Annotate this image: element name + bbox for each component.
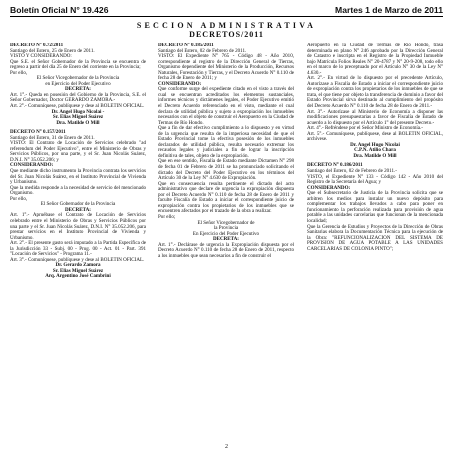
text-paragraph: VISTO Y CONSIDERANDO: [10, 53, 72, 60]
text-paragraph: Que S.E. el Señor Gobernador de la Provincia se encuentra de regreso a partir del día 25 de Enero del corriente en la Provincia; [10, 58, 146, 71]
text-paragraph: Art. 4°.- Refréndese por el Señor Ministro de Economía.- [307, 125, 423, 132]
text-paragraph: Que a fin de dar efectivo cumplimiento a lo dispuesto y en virtud de la urgencia que resulta de la imperiosa necesidad de que el Estado Provincial tome la efectiva posesión de los inmuebles declarados de utilidad pública, resulta necesario extremar los recaudos legales y judiciales a fin de lograr la inscripción definitiva de tales, objeto de la expropiación. [158, 125, 294, 159]
text-paragraph: Art. 2°.- El presente gasto será imputado a la Partida Específica de la Jurisdicción 33 - Subj. 00 - Prog. 00 - Act. 01 - Part. 391 "Locación de Servicios" - Programa 11.- [10, 240, 146, 258]
text-paragraph: Dr. Angel Hugo Nicolai [350, 141, 400, 148]
text-paragraph: CONSIDERANDO: [10, 162, 54, 169]
text-paragraph: Que mediante dicho instrumento la Provincia contrata los servicios del Sr. Juan Nicolás Suárez, en el Instituto Provincial de Vivienda y Urbanismo. [10, 168, 146, 186]
text-paragraph: DECRETO N° 0.157/2011 [10, 129, 66, 136]
page-number: 2 [225, 444, 228, 450]
text-paragraph: Art. 1°.- Apruébase el Contrato de Locación de Servicios celebrado entre el Ministerio de Obras y Servicios Públicos por una parte y el Sr. Juan Nicolás Suárez, D.N.I. N° 35.052.206, para prestar servicios en el Instituto Provincial de Vivienda y Urbanismo. [10, 212, 146, 241]
text-paragraph: Sr. Elias Miguel Suárez [52, 114, 104, 121]
text-paragraph: Aeropuerto en la Ciudad de Termas de Río Hondo, trasa determinada en plano N° 246 aprobado por la Dirección General de Catastro e inscripta en el Registro de la Propiedad Inmueble bajo Matrícula Folios Reales N° 20-4787 y N° 20-9-208, todo ello en el marco de lo preceptuado por el Artículo N° 30 de la Ley N° 4.630.- [307, 43, 443, 76]
text-paragraph: Santiago del Estero, 31 de Enero de 2011. [10, 134, 95, 141]
text-paragraph: Que en ese sentido, Fiscalía de Estado mediante Dictamen N° 298 de fecha 01 de Febrero de 2011 se ha pronunciado solicitando el dictado del Decreto del Poder Ejecutivo en los términos del Artículo 30 de la Ley N° 4.630 de Expropiación. [158, 158, 294, 182]
bulletin-date: Martes 1 de Marzo de 2011 [335, 5, 443, 15]
text-paragraph: El Señor Vicegobernador de la Provincia [36, 75, 120, 82]
text-paragraph: Art. 5°.- Comuníquese, publíquese, dese al BOLETIN OFICIAL, archívese. [307, 130, 443, 143]
text-paragraph: CONSIDERANDO: [307, 184, 351, 191]
text-paragraph: DECRETO N° 0.186/2011 [307, 162, 363, 169]
text-paragraph: Art. 1°.- Declárase de urgencia la Expropiación dispuesta por el Decreto Acuerdo N° 0.110 de fecha 28 de Enero de 2011, respecto a los inmuebles que sean necesarios a fin de construir el [158, 241, 294, 259]
text-paragraph: Dra. Matilde O Mill [56, 119, 100, 126]
text-paragraph: El Señor Gobernador de la Provincia [40, 201, 116, 208]
text-paragraph: Santiago del Estero, 25 de Enero de 2011. [10, 47, 95, 54]
bulletin-number: Boletín Oficial N° 19.426 [10, 5, 109, 15]
text-paragraph: Dr. Gerardo Zamora [55, 262, 101, 269]
section-title [0, 21, 453, 39]
text-paragraph: Que la Gerencia de Estudios y Proyectos de la Dirección de Obras Sanitarias elabora la Documentación Técnica para la ejecución de la Obra: "REFUNCIONALIZACION DEL SISTEMA DE PROVISION DE AGUA POTABLE A LAS UNIDADES CARCELARIAS DE COLONIA PINTO"; [307, 223, 443, 252]
text-paragraph: la Provincia [213, 225, 239, 232]
text-paragraph: DECRETA: [65, 206, 91, 213]
text-paragraph: Dra. Matilde O Mill [353, 152, 397, 159]
text-paragraph: DECRETO N° 0.72/2011 [10, 43, 64, 48]
text-paragraph: VISTO: El Contrato de Locación de Servicios celebrado "ad referendum del Poder Ejecutivo", entre el Ministerio de Obras y Servicios Públicos, por una parte, y el Sr. Juan Nicolás Suárez, D.N.I. N° 35.052.206; y [10, 140, 146, 163]
text-paragraph: CONSIDERANDO: [158, 80, 202, 87]
text-paragraph: Dr. Angel Hugo Nicolai - [51, 108, 105, 115]
text-column-2 [158, 43, 294, 443]
text-paragraph: El Señor Vicegobernador de [197, 219, 255, 226]
text-paragraph: Art. 2°.- Comuníquese, publíquese y dese al BOLETIN OFICIAL. [10, 103, 145, 110]
text-paragraph: C.P.N. Atilio Chara [354, 147, 396, 154]
text-paragraph: Por ello, [10, 69, 28, 76]
section-subtitle: DECRETOS/2011 [189, 30, 264, 39]
text-column-3 [307, 43, 443, 443]
text-paragraph: DECRETA: [65, 86, 91, 93]
text-paragraph: Santiago del Estero, 02 de Febrero de 2011. [158, 47, 247, 54]
text-paragraph: en Ejercicio del Poder Ejecutivo [45, 80, 111, 87]
text-paragraph: DECRETO N° 0.185/2011 [158, 43, 214, 48]
text-paragraph: Art. 1°.- Queda en posesión del Gobierno de la Provincia, S.E. el Señor Gobernador, Doctor GERARDO ZAMORA.- [10, 91, 146, 104]
text-paragraph: Que el Subsecretario de Justicia de la Provincia solicita que se arbitren los medios para instalar un nuevo depósito para complementar los trabajos llevados a cabo para poner en funcionamiento la perforación realizada para provisión de agua potable a las unidades carcelarias que funcionan de la mencionada localidad; [307, 190, 443, 224]
text-paragraph: En Ejercicio del Poder Ejecutivo [192, 230, 260, 237]
text-paragraph: Que en consecuencia resulta pertinente el dictado del acto administrativo que declare de urgencia la expropiación dispuesta por el Decreto Acuerdo N° 0.110 de fecha 28 de Enero de 2011 y faculte Fiscalía de Estado a iniciar el correspondiente juicio de expropiación contra los propietarios de los inmuebles que se encuentren afectados por el trazado de la obra a realizar. [158, 180, 294, 215]
text-paragraph: VISTO: El Expediente N° 765 - Código 48 - Año 2010, correspondiente al registro de la Dirección General de Tierras, Organismo dependiente del Ministerio de la Producción, Recursos Naturales, Forestación y Tierras, y el Decreto Acuerdo N° 0.110 de fecha 28 de Enero de 2011; y [158, 53, 294, 82]
text-paragraph: Santiago del Estero, 02 de Febrero de 2011.- [307, 168, 397, 175]
page-header [10, 3, 443, 17]
text-paragraph: Sr. Elias Miguel Suárez [52, 267, 104, 274]
text-paragraph: Que la medida responde a la necesidad de servicio del mencionado Organismo. [10, 184, 146, 197]
section-heading: SECCION ADMINISTRATIVA [136, 21, 317, 30]
text-paragraph: Arq. Argentino José Cambrini [45, 273, 111, 280]
text-paragraph: DECRETA: [213, 236, 239, 243]
text-paragraph: Por ello, [10, 195, 28, 202]
text-paragraph: Que conforme surge del expediente citado en el visto a través del cual se encuentran acreditados los elementos sustanciales, informes técnicos y dictámenes legales, el Poder Ejecutivo emitió el Decreto Acuerdo referenciado en el visto, mediante el cual declara de utilidad pública y sujeto a expropiación los inmuebles necesarios con el objeto de construir el Aeropuerto en la Ciudad de Termas de Río Hondo. [158, 86, 294, 126]
text-paragraph: Art. 2°.- En virtud de lo dispuesto por el precedente Artículo, Autorízase a Fiscalía de Estado a iniciar el correspondiente juicio de expropiación contra los propietarios de los inmuebles de que se trata, el que tiene por objeto la transferencia de dominio a favor del Estado Provincial sirva destinado al cumplimiento del propósito del Decreto Acuerdo N° 0.110 de fecha 28 de Enero de 2011.- [307, 75, 443, 110]
text-column-1 [10, 43, 146, 443]
text-paragraph: Art. 3°.- Comuníquese, publíquese y dese al BOLETIN OFICIAL. [10, 256, 145, 263]
text-paragraph: Art. 3°.- Autorízase al Ministerio de Economía a disponer las modificaciones presupuestarias a favor de Fiscalía de Estado de acuerdo a lo dispuesto por el Artículo 1° del presente Decreto.- [307, 108, 443, 126]
text-paragraph: Por ello; [158, 213, 176, 220]
text-paragraph: VISTO, el Expediente N° 133 - Código 142 - Año 2010 del Registro de la Secretaría del Agua; y [307, 173, 443, 186]
